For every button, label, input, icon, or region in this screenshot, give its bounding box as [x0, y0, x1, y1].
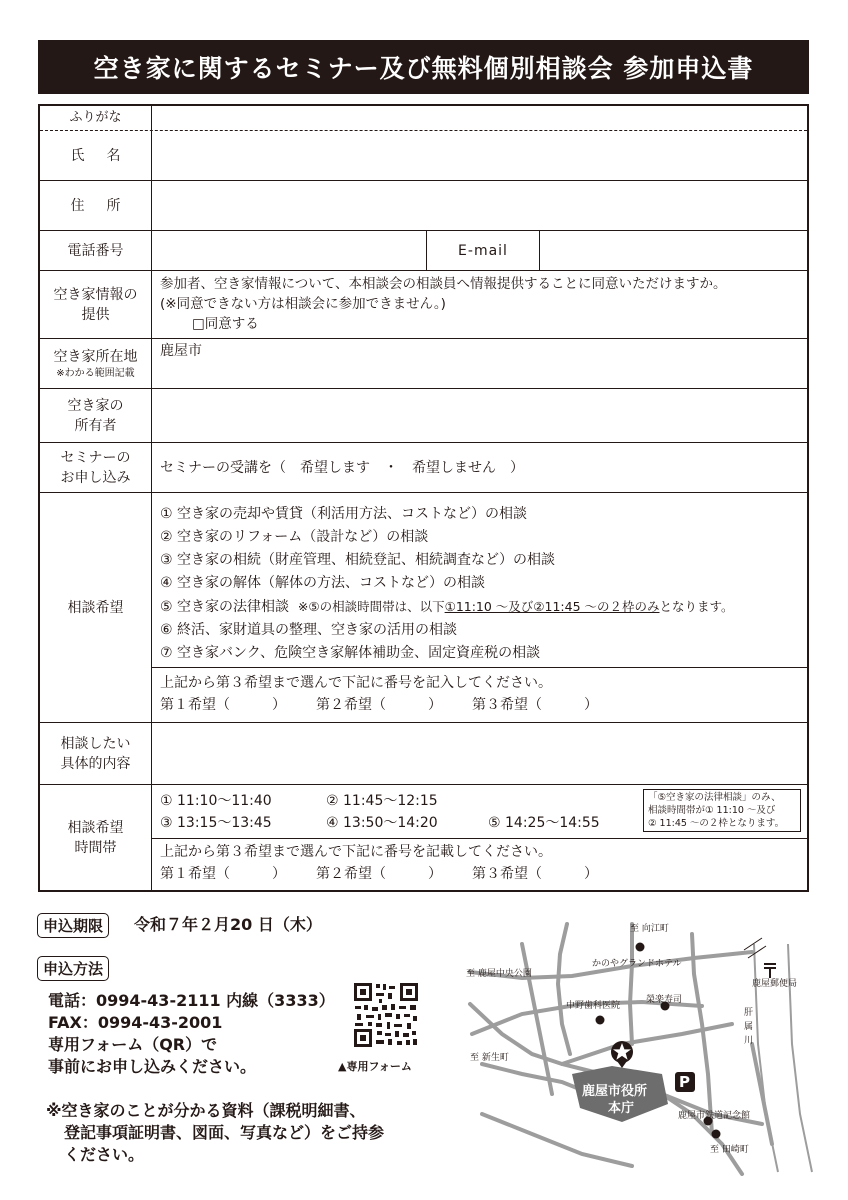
method-tag: 申込方法: [37, 956, 109, 981]
owner-row: [40, 388, 807, 442]
access-map: [462, 914, 820, 1176]
consult-choice-2[interactable]: 第２希望（ ）: [316, 697, 442, 713]
label-to-tazaki: 至 田崎町: [710, 1145, 749, 1155]
label-city-hall-main: 本庁: [608, 1101, 635, 1116]
consent-checkbox[interactable]: □同意する: [192, 316, 259, 332]
furigana-row: [40, 106, 807, 130]
phone-row: [40, 230, 807, 270]
name-field[interactable]: [152, 131, 807, 180]
consult-option-2: ② 空き家のリフォーム（設計など）の相談: [160, 529, 429, 545]
label-to-shinsei: 至 新生町: [470, 1053, 509, 1063]
consult-option-7: ⑦ 空き家バンク、危険空き家解体補助金、固定資産税の相談: [160, 645, 541, 661]
time-slot-5: ⑤ 14:25～14:55: [488, 815, 600, 831]
info-consent-note: (※同意できない方は相談会に参加できません。): [160, 296, 446, 312]
label-river: 肝属川: [744, 1008, 754, 1046]
location-row: [40, 338, 807, 388]
time-slot-3: ③ 13:15～13:45: [160, 815, 272, 831]
label-railway-museum: 鹿屋市鉄道記念館: [678, 1111, 751, 1121]
time-choice-2[interactable]: 第２希望（ ）: [316, 866, 442, 882]
city-hall-star-icon: [611, 1041, 633, 1068]
name-row: [40, 130, 807, 180]
time-note-line2: 相談時間帯が① 11:10 ～及び: [648, 805, 776, 816]
location-note: ※わかる範囲記載: [56, 367, 135, 379]
time-slot-1: ① 11:10～11:40: [160, 793, 272, 809]
detail-label-line1: 相談したい: [60, 735, 131, 752]
consult-row: [40, 492, 807, 722]
page-title: 空き家に関するセミナー及び無料個別相談会 参加申込書: [38, 40, 809, 94]
owner-label-line2: 所有者: [74, 417, 117, 434]
consult-option-4: ④ 空き家の解体（解体の方法、コストなど）の相談: [160, 575, 485, 591]
detail-row: [40, 722, 807, 784]
consult-choice-3[interactable]: 第３希望（ ）: [472, 697, 598, 713]
label-nakano-dental: 中野歯科医院: [566, 1001, 621, 1011]
detail-field[interactable]: [152, 723, 807, 784]
time-choice-3[interactable]: 第３希望（ ）: [472, 866, 598, 882]
fax-line: FAX：0994-43-2001: [48, 1013, 223, 1032]
address-field[interactable]: [152, 181, 807, 230]
consult-option-6: ⑥ 終活、家財道具の整理、空き家の活用の相談: [160, 622, 457, 638]
owner-label-line1: 空き家の: [67, 397, 124, 414]
furigana-field[interactable]: [152, 106, 807, 130]
info-consent-row: [40, 270, 807, 338]
label-parking: P: [679, 1073, 690, 1091]
phone-line: 電話：0994-43-2111 内線（3333）: [48, 991, 335, 1010]
label-eiraku-sushi: 榮楽寿司: [646, 995, 683, 1005]
time-slots: [152, 785, 807, 838]
location-label: 空き家所在地: [53, 348, 138, 365]
time-slot-2: ② 11:45～12:15: [326, 793, 438, 809]
map-roads: [462, 914, 820, 1176]
seminar-label-line2: お申し込み: [60, 469, 131, 486]
application-form: [38, 104, 809, 892]
deadline-tag: 申込期限: [37, 913, 109, 938]
seminar-choice[interactable]: セミナーの受講を（ 希望します ・ 希望しません ）: [160, 459, 524, 476]
time-note-line3: ② 11:45 ～の２枠となります。: [648, 818, 785, 829]
address-row: [40, 180, 807, 230]
info-label-line1: 空き家情報の: [53, 286, 138, 303]
deadline-value: 令和７年２月20 日（木）: [134, 915, 322, 934]
email-field[interactable]: [540, 231, 807, 270]
note-line-2: 登記事項証明書、図面、写真など）をご持参: [64, 1123, 385, 1142]
consult-options: [152, 493, 807, 667]
owner-field[interactable]: [152, 389, 807, 442]
note-line-3: ください。: [64, 1145, 145, 1164]
time-row: [40, 784, 807, 890]
consult-option-5: ⑤ 空き家の法律相談 ※⑤の相談時間帯は、以下①11:10 ～及び②11:45 ～の２枠のみとなります。: [160, 599, 734, 615]
consult-label: 相談希望: [40, 493, 152, 722]
form-line-1: 専用フォーム（QR）で: [48, 1035, 218, 1054]
location-value: 鹿屋市: [160, 343, 202, 359]
consult-option-1: ① 空き家の売却や賃貸（利活用方法、コストなど）の相談: [160, 506, 527, 522]
address-label: 住所: [70, 197, 143, 214]
time-label-line1: 相談希望: [67, 819, 124, 836]
time-choices: [152, 838, 807, 890]
qr-caption: ▲専用フォーム: [338, 1060, 412, 1073]
label-to-chuo-park: 至 鹿屋中央公園: [466, 969, 532, 979]
label-to-mukaecho: 至 向江町: [630, 924, 669, 934]
location-field[interactable]: [152, 339, 807, 388]
consult-option-3: ③ 空き家の相続（財産管理、相続登記、相続調査など）の相談: [160, 552, 555, 568]
form-line-2: 事前にお申し込みください。: [48, 1057, 257, 1076]
time-note-line1: 「⑤空き家の法律相談」のみ、: [648, 792, 781, 803]
consult-choices: [152, 667, 807, 722]
email-label: E-mail: [427, 231, 540, 270]
time-choice-1[interactable]: 第１希望（ ）: [160, 866, 286, 882]
label-city-hall: 鹿屋市役所: [582, 1084, 648, 1099]
time-slot-4: ④ 13:50～14:20: [326, 815, 438, 831]
note-line-1: ※空き家のことが分かる資料（課税明細書、: [46, 1101, 366, 1120]
time-note-box: [643, 789, 801, 832]
consult-choice-1[interactable]: 第１希望（ ）: [160, 697, 286, 713]
label-post-office: 鹿屋郵便局: [752, 979, 798, 989]
seminar-row: [40, 442, 807, 492]
furigana-label: ふりがな: [40, 106, 152, 130]
info-label-line2: 提供: [81, 306, 110, 323]
qr-code-icon[interactable]: [352, 981, 420, 1049]
info-consent-text: 参加者、空き家情報について、本相談会の相談員へ情報提供することに同意いただけますか。: [160, 276, 727, 292]
detail-label-line2: 具体的内容: [60, 755, 131, 772]
consult-instruction: 上記から第３希望まで選んで下記に番号を記入してください。: [160, 675, 552, 691]
time-label-line2: 時間帯: [74, 839, 117, 856]
label-kanoya-hotel: かのやグランドホテル: [592, 959, 682, 969]
name-label: 氏名: [70, 147, 143, 164]
seminar-label-line1: セミナーの: [60, 449, 131, 466]
time-instruction: 上記から第３希望まで選んで下記に番号を記載してください。: [160, 844, 552, 860]
phone-field[interactable]: [152, 231, 427, 270]
phone-label: 電話番号: [40, 231, 152, 270]
